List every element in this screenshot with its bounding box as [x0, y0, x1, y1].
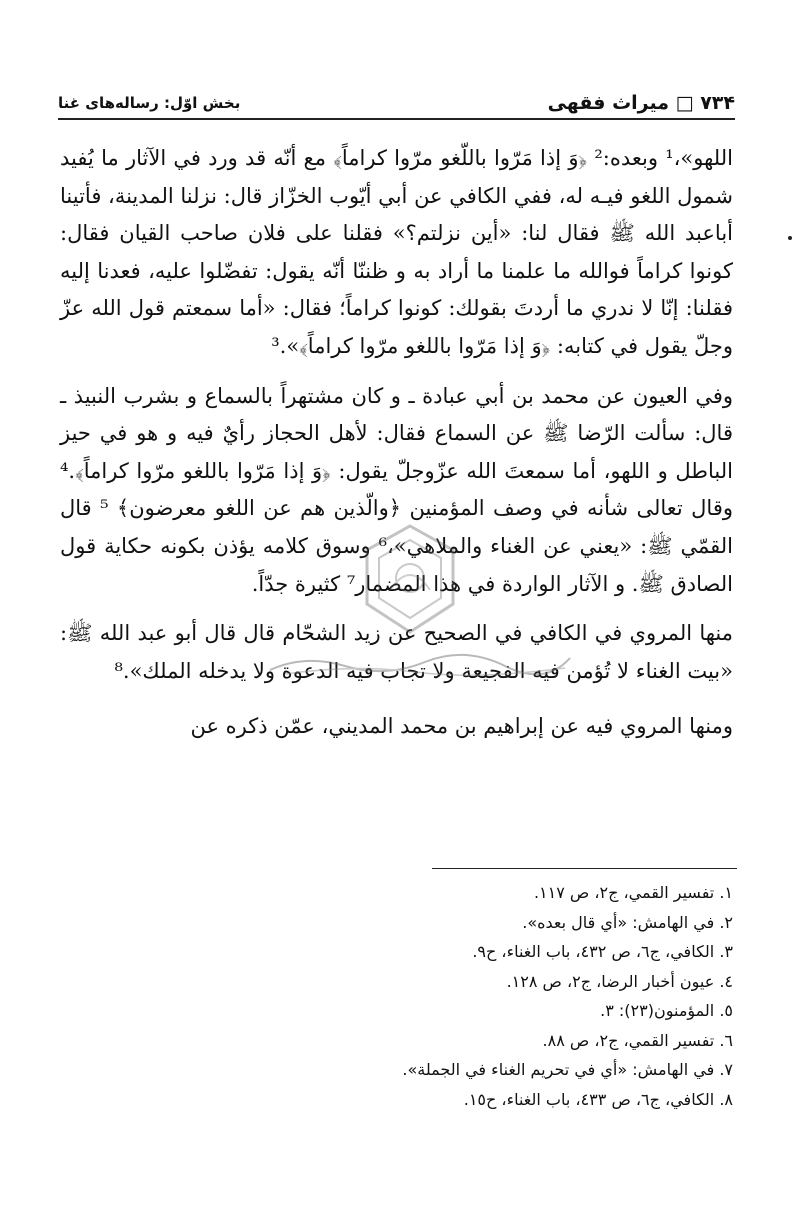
- footnote-item: ٨. الكافي، ج٦، ص ٤٣٣، باب الغناء، ح١٥.: [463, 1089, 733, 1109]
- paragraph-3: منها المروي في الكافي في الصحيح عن زيد الشحّام قال قال أبو عبد الله ﷺ: «بيت الغناء لا تُؤمن فيه الفجيعة ولا تجاب فيه الدعوة ولا يدخله الملك».⁸: [60, 621, 733, 683]
- footnote-item: ٣. الكافي، ج٦، ص ٤٣٢، باب الغناء، ح٩.: [472, 942, 733, 961]
- paragraph-2: وفي العيون عن محمد بن أبي عبادة ـ و كان مشتهراً بالسماع و بشرب النبيذ ـ قال: سألت الرّضا ﷺ عن السماع فقال: لأهل الحجاز رأيٌ فيه و هو في حيز الباطل و اللهو، أما سمعتَ الله عزّوجلّ يقول: ﴿وَ إذا مَرّوا باللغو مرّوا كراماً﴾.⁴ وقال تعالى شأنه في وصف المؤمنين ﴿والّذين هم عن اللغو معرضون﴾ ⁵ قال القمّي ﷺ: «يعني عن الغناء والملاهي»،⁶ وسوق كلامه يؤذن بكونه حكاية قول الصادق ﷺ. و الآثار الواردة في هذا المضمار⁷ كثيرة جدّاً.: [60, 383, 733, 596]
- stamp-signature-icon: [265, 650, 575, 678]
- footnotes: [60, 878, 733, 1114]
- header-page-number-title: ۷۳۴ □ میراث فقهی: [547, 92, 735, 114]
- header-section-title: بخش اوّل: رساله‌های غنا: [58, 94, 241, 112]
- header-page-title: [548, 92, 735, 114]
- running-header: [58, 88, 735, 120]
- paragraph-1: اللهو»،¹ وبعده:² ﴿وَ إذا مَرّوا باللّغو مرّوا كراماً﴾ مع أنّه قد ورد في الآثار ما يُفيد شمول اللغو فيـه له، ففي الكافي عن أبي أيّوب الخزّاز قال: نزلنا المدينة، فأتينا أباعبد الله ﷺ فقال لنا: «أين نزلتم؟» فقلنا على فلان صاحب القيان فقال: كونوا كراماً فوالله ما علمنا ما أراد به و ظننّا أنّه يقول: تفضّلوا عليه، فعدنا إليه فقلنا: إنّا لا ندري ما أردتَ بقولك: كونوا كراماً؛ فقال: «أما سمعتم قول الله عزّ وجلّ يقول في كتابه: ﴿وَ إذا مَرّوا باللغو مرّوا كراماً﴾».³: [60, 146, 733, 358]
- footnote-separator: [432, 868, 737, 869]
- footnote-item: ٧. في الهامش: «أي في تحريم الغناء في الجملة».: [402, 1060, 733, 1079]
- footnote-item: ٦. تفسير القمي، ج٢، ص ٨٨.: [542, 1030, 733, 1050]
- footnote-item: ٢. في الهامش: «أي قال بعده».: [522, 912, 733, 932]
- footnote-item: ٥. المؤمنون(٢٣): ٣.: [600, 1001, 733, 1020]
- library-stamp-icon: [355, 520, 465, 640]
- footnote-item: ٤. عيون أخبار الرضا، ج٢، ص ١٢٨.: [506, 971, 733, 991]
- paragraph-4: ومنها المروي فيه عن إبراهيم بن محمد المديني، عمّن ذكره عن: [190, 714, 733, 739]
- margin-dot: [788, 236, 792, 240]
- footnote-item: ١. تفسير القمي، ج٢، ص ١١٧.: [533, 883, 733, 902]
